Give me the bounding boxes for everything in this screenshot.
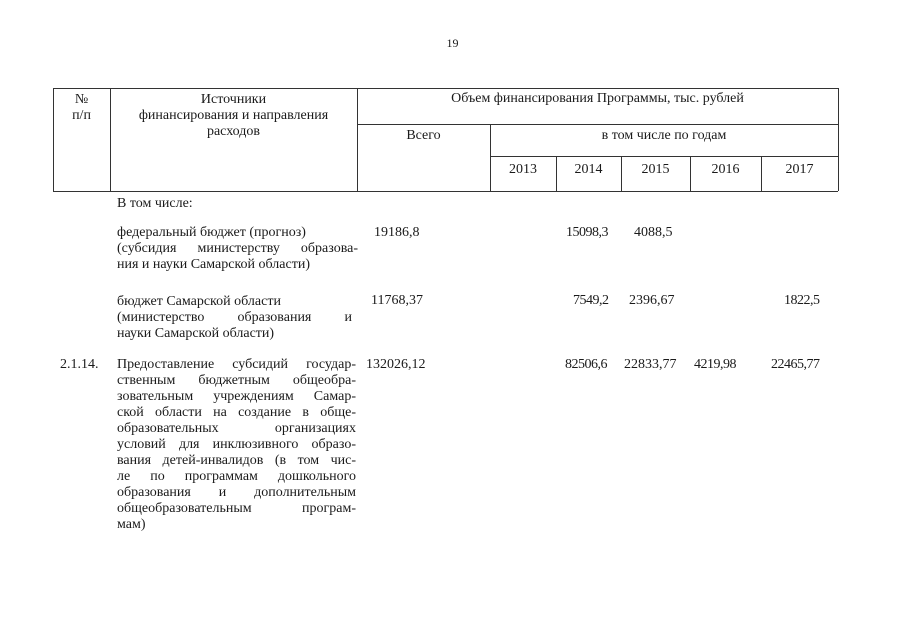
- header-year-2016: 2016: [711, 162, 740, 177]
- header-year-2013: 2013: [509, 162, 537, 177]
- row-total: 11768,37: [371, 293, 423, 308]
- header-sources-line1: Источники: [200, 92, 267, 107]
- row-2017: 1822,5: [784, 293, 820, 308]
- row-2014: 15098,3: [566, 225, 608, 240]
- row-text: Предоставление субсидий государ- ственным бюджетным общеобра- зовательным учреждениям Самар- ской области на создание в обще- образовательных организациях условий для инклюзивного образо- вания детей-инвалидов (в том чис- ле по программам дошкольного образования и дополнительным общеобразовательным програм- мам): [117, 357, 356, 532]
- header-num-line2: п/п: [72, 108, 91, 123]
- row-2015: 22833,77: [624, 357, 677, 372]
- page-number: 19: [446, 36, 459, 50]
- row-2015: 2396,67: [629, 293, 675, 308]
- row-2017: 22465,77: [771, 357, 820, 372]
- header-by-years: в том числе по годам: [601, 128, 727, 143]
- row-2014: 7549,2: [573, 293, 609, 308]
- header-year-2015: 2015: [641, 162, 670, 177]
- header-year-2017: 2017: [785, 162, 814, 177]
- row-text: В том числе:: [117, 196, 193, 211]
- header-num-line1: №: [74, 92, 89, 107]
- row-2016: 4219,98: [694, 357, 736, 372]
- header-sources-line3: расходов: [206, 124, 261, 139]
- header-total: Всего: [406, 128, 441, 143]
- row-2015: 4088,5: [634, 225, 673, 240]
- row-total: 19186,8: [374, 225, 420, 240]
- row-text: бюджет Самарской области (министерство образования и науки Самарской области): [117, 294, 352, 341]
- header-volume: Объем финансирования Программы, тыс. рублей: [451, 91, 744, 106]
- header-year-2014: 2014: [574, 162, 603, 177]
- row-2014: 82506,6: [565, 357, 607, 372]
- row-text: федеральный бюджет (прогноз) (субсидия министерству образова- ния и науки Самарской области): [117, 225, 358, 272]
- header-sources-line2: финансирования и направления: [138, 108, 329, 123]
- row-total: 132026,12: [366, 357, 426, 372]
- row-number: 2.1.14.: [60, 357, 99, 372]
